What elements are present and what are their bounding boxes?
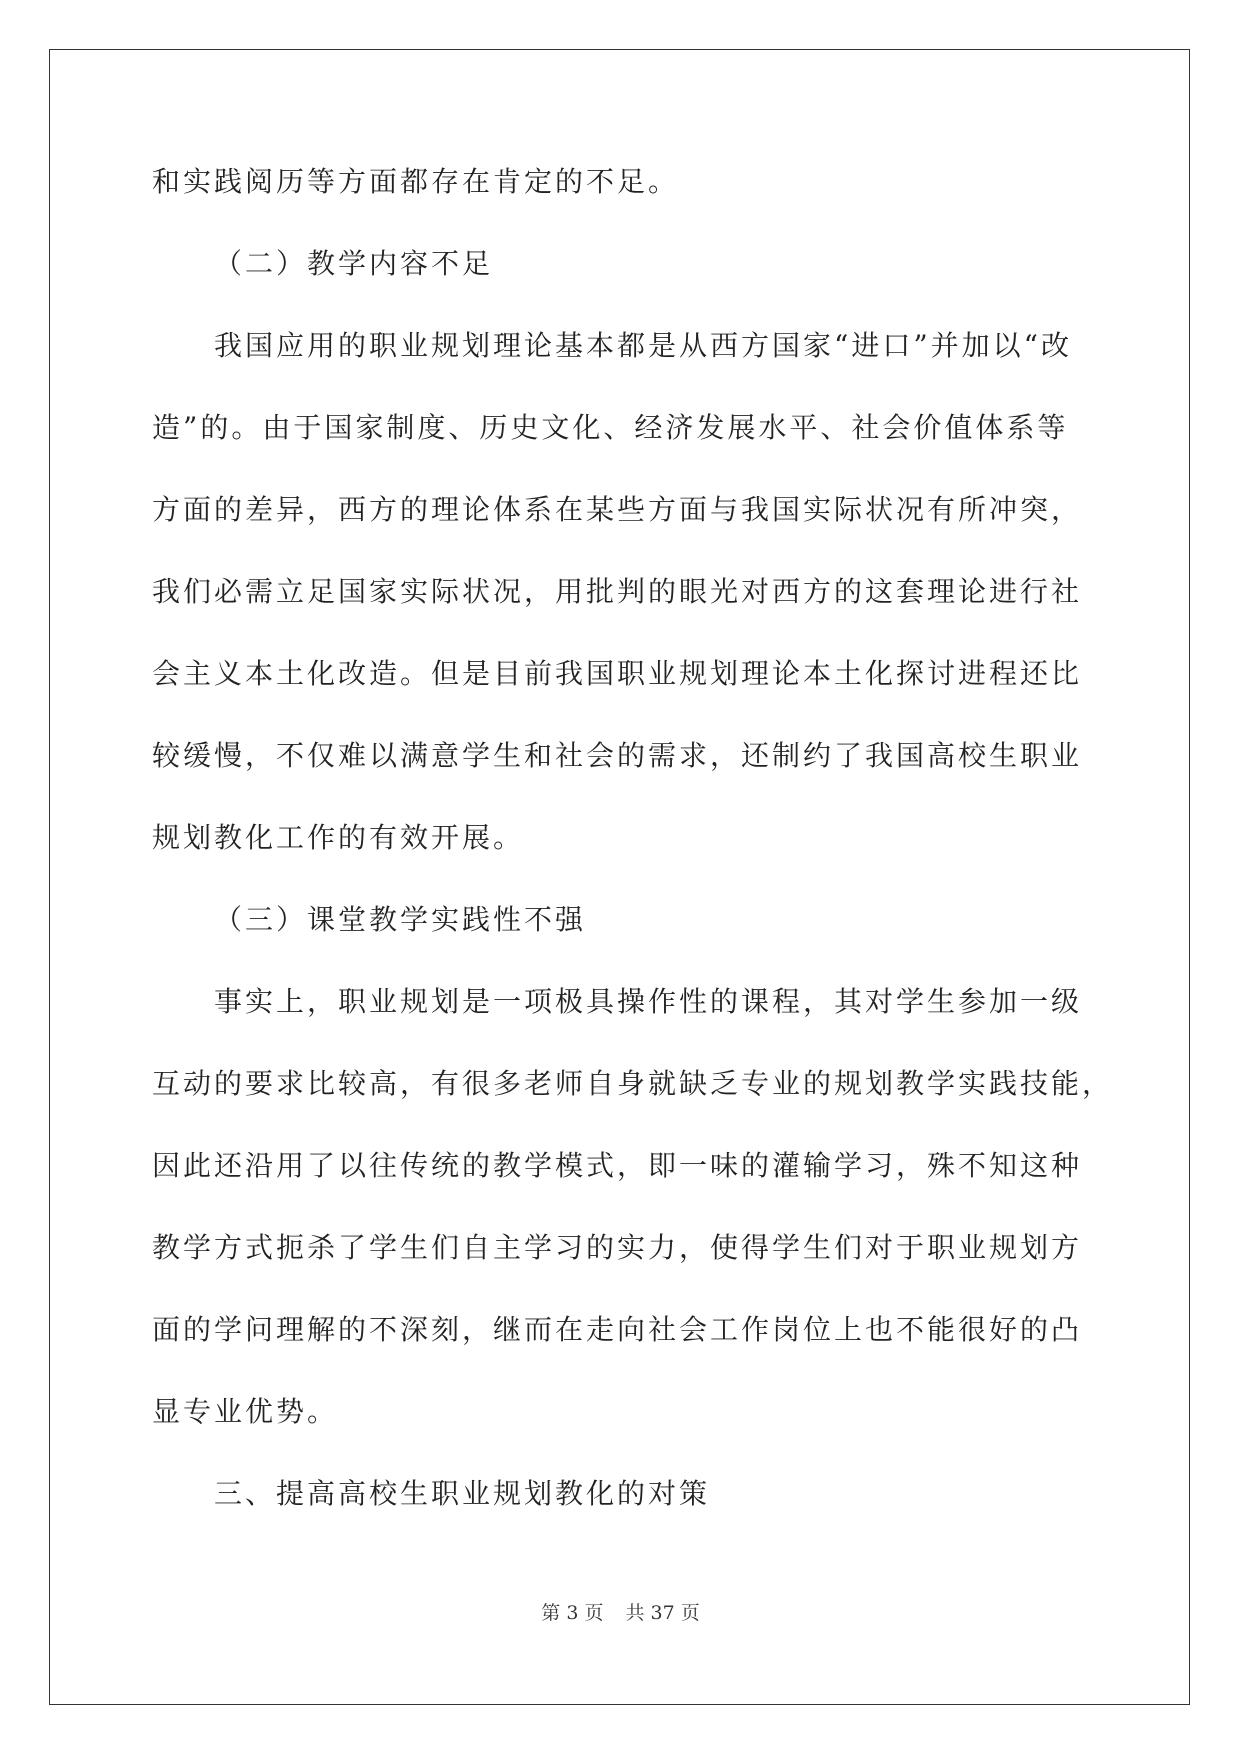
- document-body: [152, 162, 1114, 1556]
- paragraph-line: 规划教化工作的有效开展。: [152, 821, 525, 854]
- paragraph-line: 互动的要求比较高，有很多老师自身就缺乏专业的规划教学实践技能，: [152, 1067, 1114, 1100]
- page-number: 第 3 页: [541, 1602, 604, 1624]
- paragraph-line: 教学方式扼杀了学生们自主学习的实力，使得学生们对于职业规划方: [152, 1231, 1083, 1264]
- paragraph-line: 事实上，职业规划是一项极具操作性的课程，其对学生参加一级: [214, 985, 1083, 1018]
- paragraph-line: 因此还沿用了以往传统的教学模式，即一味的灌输学习，殊不知这种: [152, 1149, 1083, 1182]
- paragraph-line: 较缓慢，不仅难以满意学生和社会的需求，还制约了我国高校生职业: [152, 739, 1083, 772]
- paragraph-line: 显专业优势。: [152, 1395, 339, 1428]
- paragraph-line: 面的学问理解的不深刻，继而在走向社会工作岗位上也不能很好的凸: [152, 1313, 1083, 1346]
- paragraph-line: 我们必需立足国家实际状况，用批判的眼光对西方的这套理论进行社: [152, 575, 1083, 608]
- page-footer: [0, 1598, 1241, 1625]
- page-total: 共 37 页: [625, 1602, 700, 1624]
- paragraph-line: 我国应用的职业规划理论基本都是从西方国家“进口”并加以“改: [214, 329, 1072, 362]
- paragraph-line: 会主义本土化改造。但是目前我国职业规划理论本土化探讨进程还比: [152, 657, 1083, 690]
- paragraph-line: 造”的。由于国家制度、历史文化、经济发展水平、社会价值体系等: [152, 411, 1069, 444]
- section-heading: （三）课堂教学实践性不强: [214, 903, 587, 936]
- paragraph-line: 和实践阅历等方面都存在肯定的不足。: [152, 165, 680, 198]
- section-heading: 三、提高高校生职业规划教化的对策: [214, 1477, 711, 1510]
- section-heading: （二）教学内容不足: [214, 247, 494, 280]
- paragraph-line: 方面的差异，西方的理论体系在某些方面与我国实际状况有所冲突，: [152, 493, 1083, 526]
